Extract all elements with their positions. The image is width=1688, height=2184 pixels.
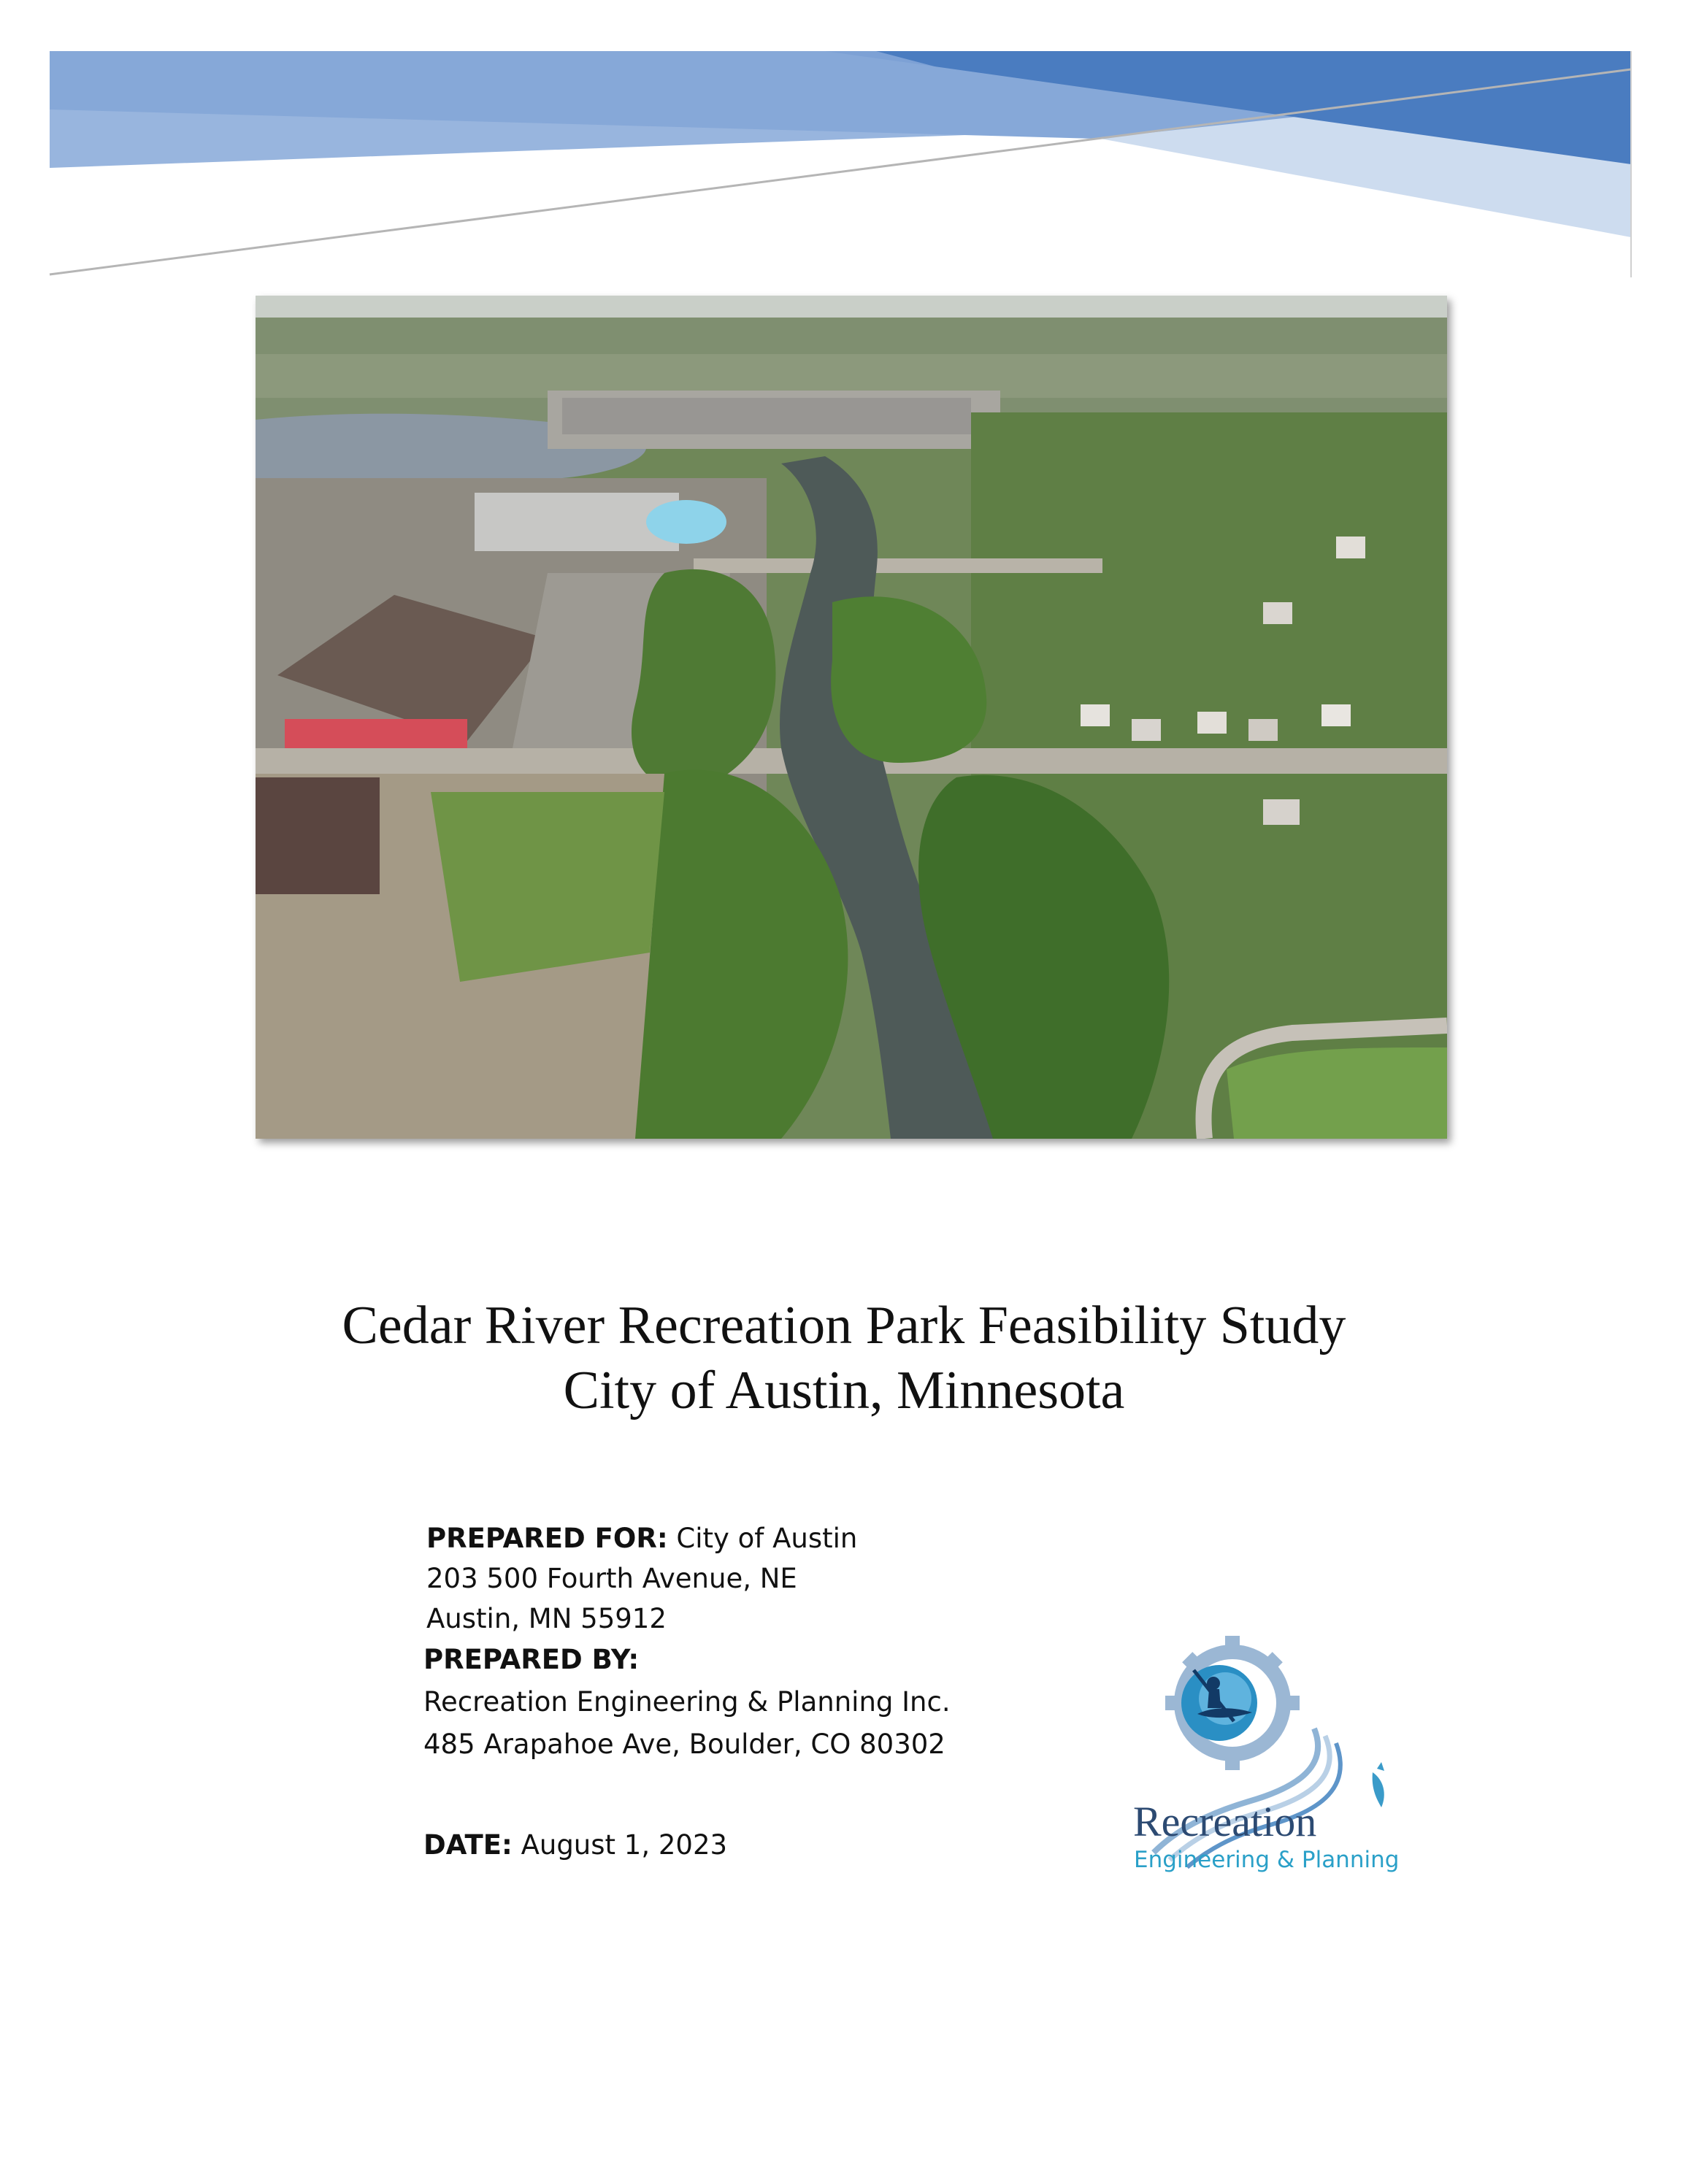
prepared-for-label: PREPARED FOR: bbox=[426, 1523, 668, 1554]
prepared-by-address: 485 Arapahoe Ave, Boulder, CO 80302 bbox=[423, 1729, 945, 1760]
date-value: August 1, 2023 bbox=[521, 1829, 728, 1861]
logo-subtitle: Engineering & Planning bbox=[1134, 1847, 1400, 1873]
header-banner bbox=[0, 0, 1688, 292]
document-title bbox=[0, 1293, 1688, 1423]
prepared-for-address-1: 203 500 Fourth Avenue, NE bbox=[426, 1563, 797, 1594]
title-line-1: Cedar River Recreation Park Feasibility Study bbox=[342, 1296, 1346, 1356]
prepared-for-line bbox=[426, 1518, 857, 1559]
prepared-for-address-2: Austin, MN 55912 bbox=[426, 1603, 667, 1634]
prepared-by-name: Recreation Engineering & Planning Inc. bbox=[423, 1686, 951, 1718]
title-line-2: City of Austin, Minnesota bbox=[563, 1361, 1125, 1420]
date-line bbox=[423, 1825, 727, 1866]
gear-icon bbox=[1165, 1636, 1300, 1770]
aerial-photo-illustration bbox=[256, 296, 1447, 1139]
prepared-by-line bbox=[423, 1639, 639, 1680]
aerial-photo bbox=[256, 296, 1447, 1139]
fish-icon bbox=[1373, 1762, 1384, 1807]
date-label: DATE: bbox=[423, 1829, 513, 1861]
prepared-by-label: PREPARED BY: bbox=[423, 1644, 640, 1675]
prepared-for-name: City of Austin bbox=[676, 1523, 858, 1554]
logo-wordmark: Recreation bbox=[1133, 1798, 1317, 1845]
